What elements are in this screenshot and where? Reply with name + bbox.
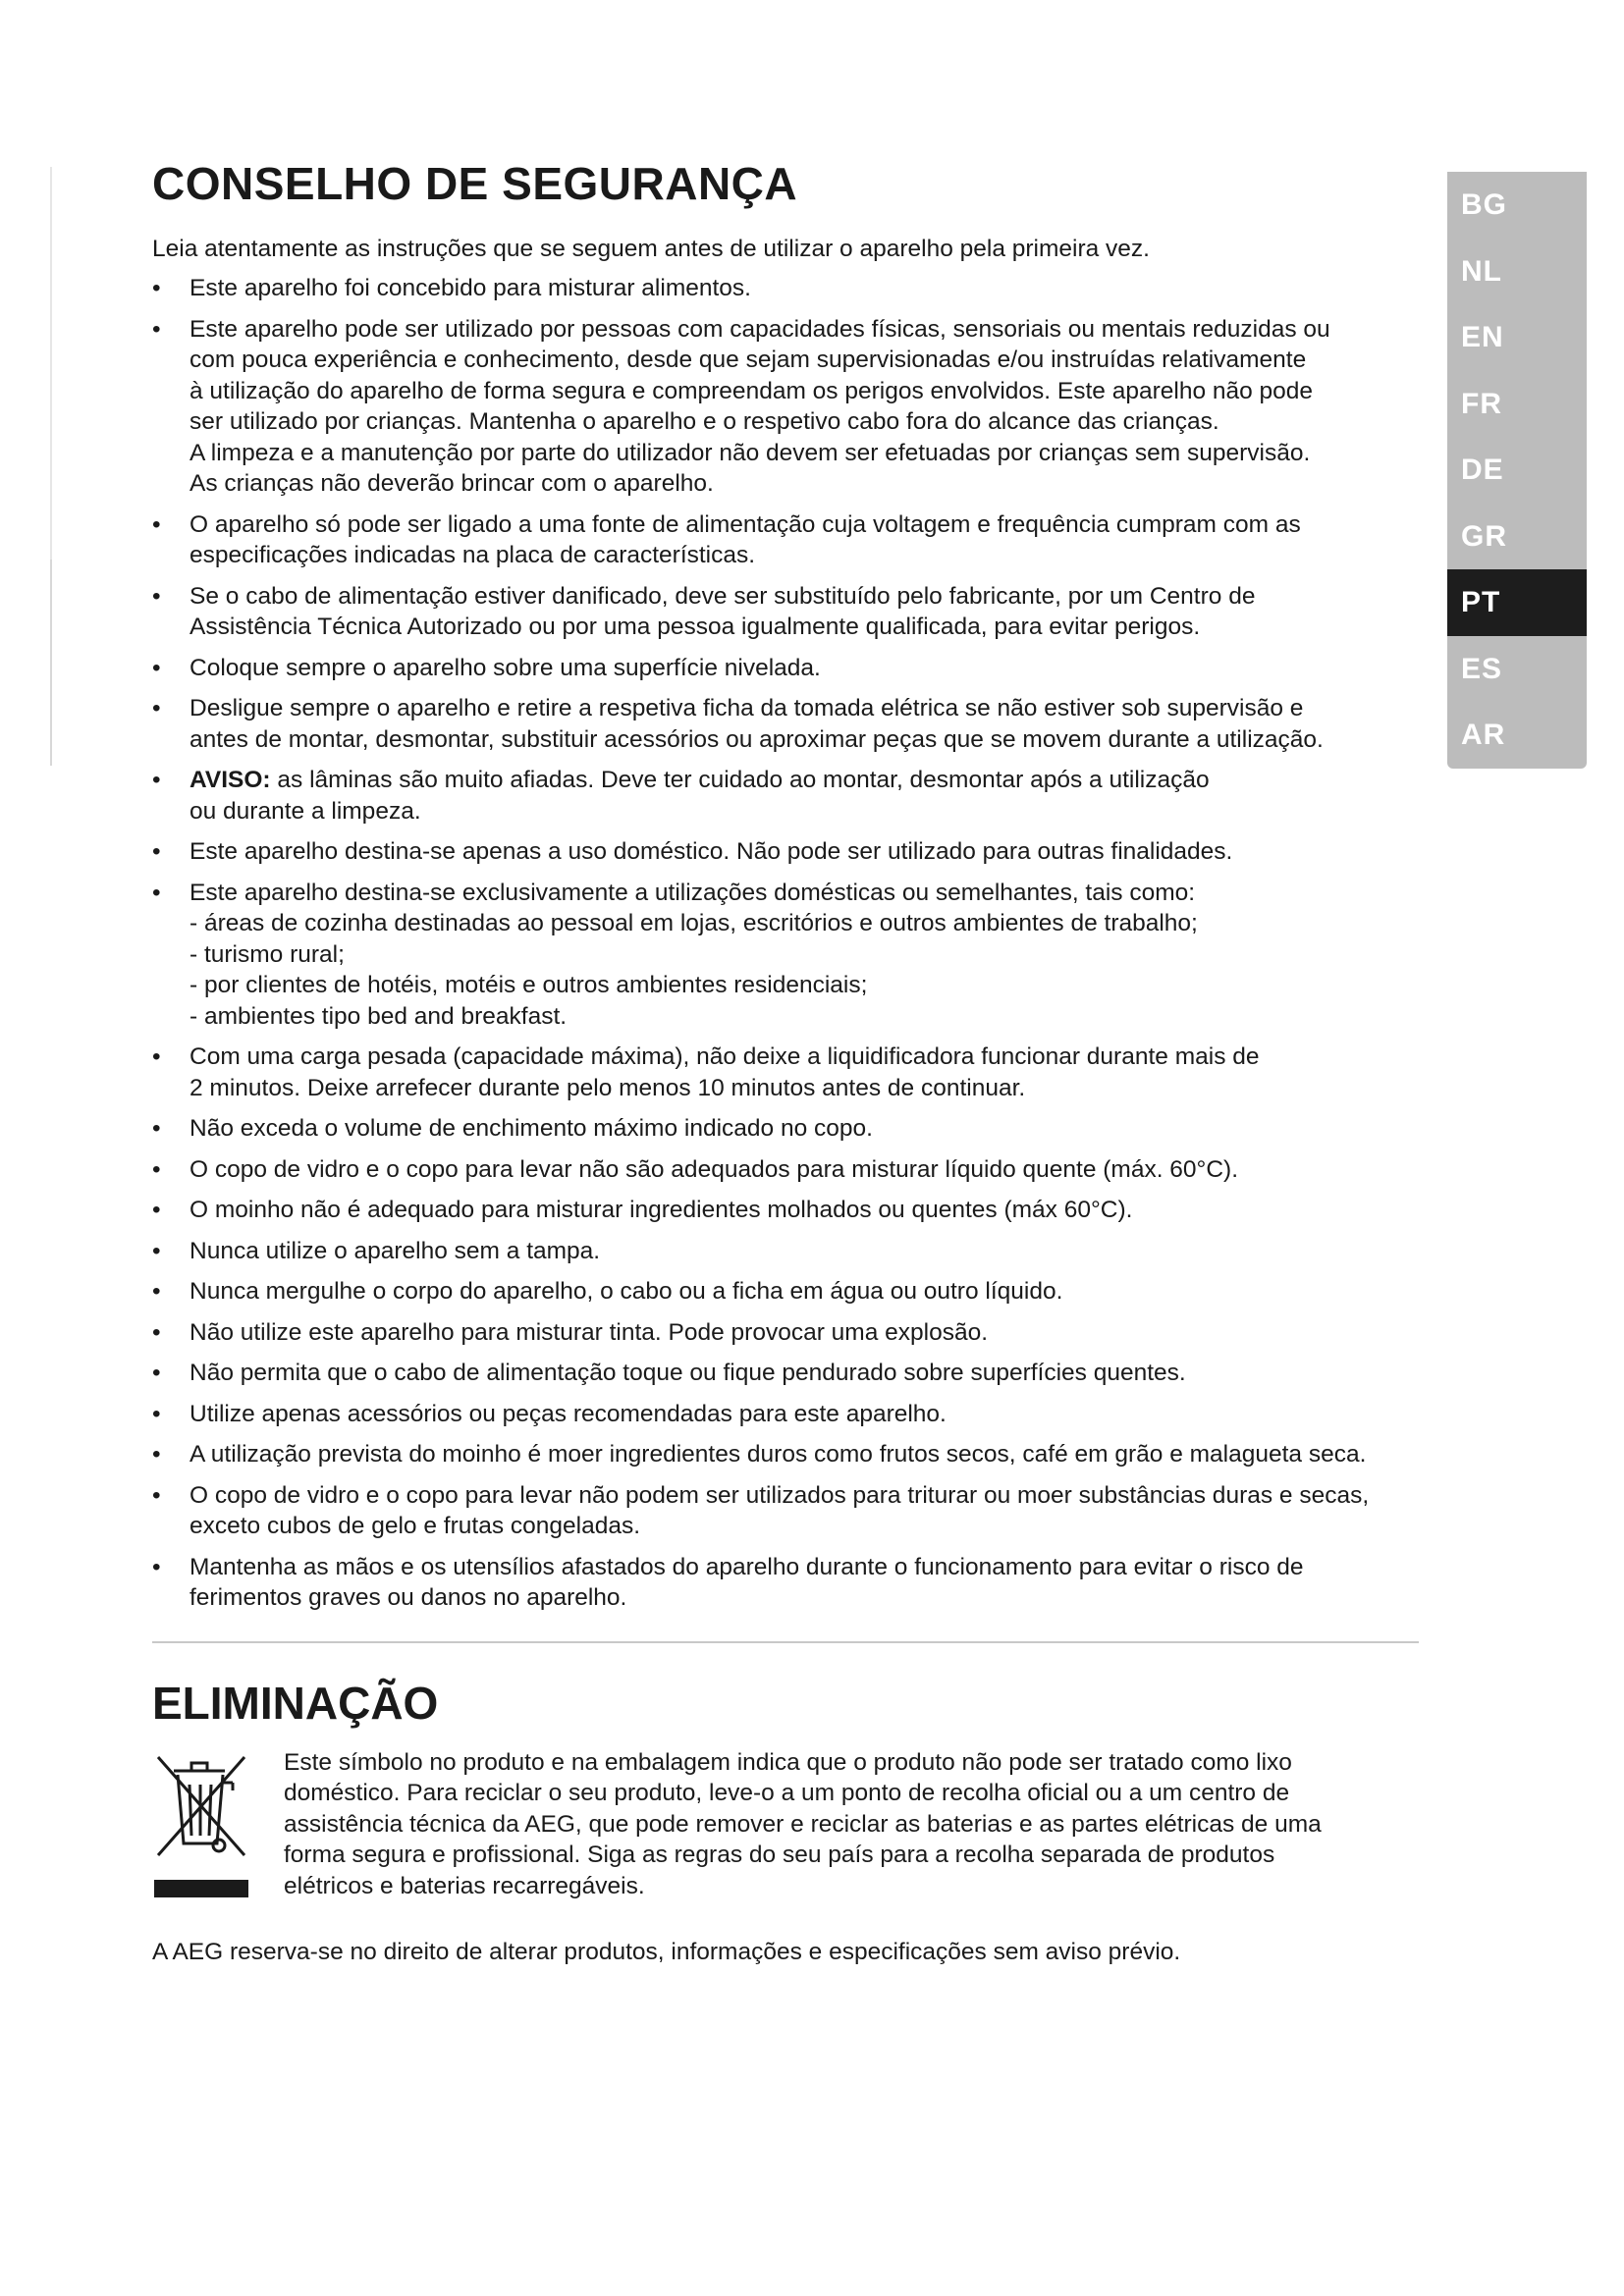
safety-item-line: Mantenha as mãos e os utensílios afastados do aparelho durante o funcionamento para evitar o risco de — [189, 1553, 1304, 1580]
safety-item-line: antes de montar, desmontar, substituir acessórios ou aproximar peças que se movem durante a utilização. — [189, 725, 1324, 753]
safety-item-line: ser utilizado por crianças. Mantenha o aparelho e o respetivo cabo fora do alcance das crianças. — [189, 408, 1219, 435]
bullet-icon: • — [152, 1553, 161, 1580]
document-page — [152, 157, 1419, 1992]
safety-title: CONSELHO DE SEGURANÇA — [152, 158, 798, 209]
safety-item-line: - por clientes de hotéis, motéis e outros ambientes residenciais; — [189, 972, 868, 998]
safety-item — [152, 1236, 1419, 1267]
safety-item-line: - ambientes tipo bed and breakfast. — [189, 1002, 568, 1030]
bullet-icon: • — [152, 695, 161, 721]
bullet-icon: • — [152, 1400, 161, 1427]
bullet-icon: • — [152, 315, 161, 343]
safety-item-line: Se o cabo de alimentação estiver danificado, deve ser substituído pelo fabricante, por um Centro de — [189, 582, 1256, 610]
disposal-text-line: elétricos e baterias recarregáveis. — [284, 1872, 645, 1899]
bullet-icon: • — [152, 275, 161, 301]
safety-item-line: O moinho não é adequado para misturar ingredientes molhados ou quentes (máx 60°C). — [189, 1197, 1133, 1223]
safety-item-line: Com uma carga pesada (capacidade máxima), não deixe a liquidificadora funcionar durante mais de — [189, 1043, 1260, 1070]
safety-item — [152, 1154, 1419, 1186]
language-tab-de[interactable]: DE — [1461, 454, 1504, 486]
safety-item — [152, 765, 1419, 827]
safety-item — [152, 1113, 1419, 1145]
bullet-icon: • — [152, 838, 161, 865]
safety-item — [152, 1552, 1419, 1614]
safety-item-line: O copo de vidro e o copo para levar não podem ser utilizados para triturar ou moer substâncias duras e secas, — [189, 1481, 1370, 1509]
bullet-icon: • — [152, 654, 161, 681]
language-tab-es[interactable]: ES — [1461, 652, 1503, 685]
language-tab-en[interactable]: EN — [1461, 321, 1504, 353]
safety-item-line: A utilização prevista do moinho é moer ingredientes duros como frutos secos, café em grão e malagueta seca. — [189, 1441, 1367, 1468]
safety-item — [152, 1399, 1419, 1430]
bullet-icon: • — [152, 767, 161, 793]
section-divider — [152, 1641, 1419, 1643]
safety-item — [152, 1480, 1419, 1542]
safety-item — [152, 836, 1419, 868]
safety-item — [152, 1439, 1419, 1470]
disposal-text-line: forma segura e profissional. Siga as regras do seu país para a recolha separada de produtos — [284, 1842, 1275, 1868]
safety-item — [152, 1358, 1419, 1389]
safety-item-line: ou durante a limpeza. — [189, 797, 421, 825]
language-tab-fr[interactable]: FR — [1461, 387, 1502, 420]
language-tab-gr[interactable]: GR — [1461, 519, 1507, 553]
safety-item — [152, 581, 1419, 643]
safety-item-line: com pouca experiência e conhecimento, desde que sejam supervisionadas e/ou instruídas relativamente — [189, 347, 1307, 373]
bullet-icon: • — [152, 510, 161, 538]
safety-item — [152, 653, 1419, 684]
disposal-text-line: Este símbolo no produto e na embalagem indica que o produto não pode ser tratado como lixo — [284, 1748, 1292, 1776]
safety-item-line: à utilização do aparelho de forma segura e compreendam os perigos envolvidos. Este aparelho não pode — [189, 377, 1314, 404]
safety-item-line: Este aparelho destina-se apenas a uso doméstico. Não pode ser utilizado para outras finalidades. — [189, 838, 1233, 865]
safety-item — [152, 273, 1419, 304]
language-tab-pt[interactable]: PT — [1447, 569, 1587, 636]
safety-item-line: Assistência Técnica Autorizado ou por uma pessoa igualmente qualificada, para evitar perigos. — [189, 614, 1201, 640]
safety-item-line: - turismo rural; — [189, 940, 345, 968]
crossed-out-wheelie-bin-icon — [152, 1747, 250, 1909]
safety-item — [152, 509, 1419, 571]
safety-item — [152, 693, 1419, 755]
bullet-icon: • — [152, 1441, 161, 1468]
bullet-icon: • — [152, 1155, 161, 1183]
language-tab-nl[interactable]: NL — [1461, 254, 1502, 288]
safety-item-line: - áreas de cozinha destinadas ao pessoal em lojas, escritórios e outros ambientes de trabalho; — [189, 910, 1198, 936]
safety-item-line: Não utilize este aparelho para misturar tinta. Pode provocar uma explosão. — [189, 1318, 989, 1346]
safety-list — [152, 273, 1419, 1614]
safety-item — [152, 1041, 1419, 1103]
bullet-icon: • — [152, 582, 161, 610]
safety-item — [152, 1276, 1419, 1308]
bullet-icon: • — [152, 1237, 161, 1264]
safety-item-line: Não permita que o cabo de alimentação toque ou fique pendurado sobre superfícies quentes. — [189, 1360, 1186, 1386]
safety-item-line: Nunca utilize o aparelho sem a tampa. — [189, 1237, 601, 1264]
disposal-text-line: doméstico. Para reciclar o seu produto, leve-o a um ponto de recolha oficial ou a um centro de — [284, 1780, 1290, 1806]
language-tab-bg[interactable]: BG — [1461, 188, 1507, 221]
safety-item-line: exceto cubos de gelo e frutas congeladas. — [189, 1513, 641, 1539]
disclaimer-note: A AEG reserva-se no direito de alterar produtos, informações e especificações sem aviso prévio. — [152, 1938, 1181, 1965]
safety-item-line: A limpeza e a manutenção por parte do utilizador não devem ser efetuadas por crianças sem supervisão. — [189, 439, 1311, 466]
safety-item-line: As crianças não deverão brincar com o aparelho. — [189, 470, 714, 497]
language-tabs — [1447, 172, 1587, 769]
page-edge-mark — [50, 167, 52, 560]
safety-item-line: AVISO: as lâminas são muito afiadas. Deve ter cuidado ao montar, desmontar após a utilização — [189, 767, 1210, 793]
safety-item-line: Este aparelho pode ser utilizado por pessoas com capacidades físicas, sensoriais ou mentais reduzidas ou — [189, 315, 1330, 343]
safety-item-line: Desligue sempre o aparelho e retire a respetiva ficha da tomada elétrica se não estiver sob supervisão e — [189, 695, 1304, 721]
safety-item — [152, 1317, 1419, 1349]
disposal-text-line: assistência técnica da AEG, que pode remover e reciclar as baterias e as partes elétricas de uma — [284, 1810, 1322, 1838]
bullet-icon: • — [152, 879, 161, 906]
language-tab-ar[interactable]: AR — [1461, 719, 1506, 751]
bullet-icon: • — [152, 1115, 161, 1142]
bullet-icon: • — [152, 1360, 161, 1386]
disposal-title: ELIMINAÇÃO — [152, 1677, 439, 1729]
bullet-icon: • — [152, 1481, 161, 1509]
bullet-icon: • — [152, 1278, 161, 1305]
safety-item-line: Este aparelho foi concebido para misturar alimentos. — [189, 275, 751, 301]
safety-item-line: ferimentos graves ou danos no aparelho. — [189, 1584, 627, 1611]
safety-item-line: Coloque sempre o aparelho sobre uma superfície nivelada. — [189, 654, 821, 681]
page-edge-mark — [50, 560, 52, 766]
safety-item-line: Nunca mergulhe o corpo do aparelho, o cabo ou a ficha em água ou outro líquido. — [189, 1278, 1063, 1305]
bullet-icon: • — [152, 1043, 161, 1070]
safety-item-line: especificações indicadas na placa de características. — [189, 542, 756, 568]
safety-item-line: Este aparelho destina-se exclusivamente a utilizações domésticas ou semelhantes, tais como: — [189, 879, 1196, 906]
safety-item-line: 2 minutos. Deixe arrefecer durante pelo menos 10 minutos antes de continuar. — [189, 1074, 1026, 1101]
disposal-text — [284, 1747, 1322, 1902]
safety-item — [152, 314, 1419, 500]
bullet-icon: • — [152, 1197, 161, 1223]
safety-item-line: Não exceda o volume de enchimento máximo indicado no copo. — [189, 1115, 873, 1142]
disposal-block — [152, 1747, 1419, 1909]
safety-item — [152, 1195, 1419, 1226]
safety-item-line: O aparelho só pode ser ligado a uma fonte de alimentação cuja voltagem e frequência cumpram com as — [189, 510, 1301, 538]
safety-item — [152, 878, 1419, 1033]
safety-intro: Leia atentamente as instruções que se seguem antes de utilizar o aparelho pela primeira vez. — [152, 236, 1150, 262]
safety-item-line: Utilize apenas acessórios ou peças recomendadas para este aparelho. — [189, 1400, 947, 1427]
bullet-icon: • — [152, 1318, 161, 1346]
safety-item-line: O copo de vidro e o copo para levar não são adequados para misturar líquido quente (máx. 60°C). — [189, 1155, 1239, 1183]
warning-label: AVISO: — [189, 767, 271, 793]
